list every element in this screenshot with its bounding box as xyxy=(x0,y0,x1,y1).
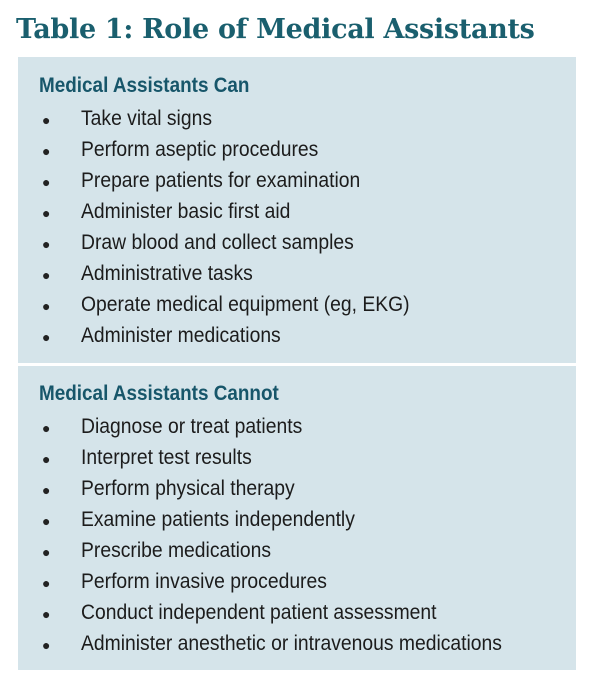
list-item-text: Perform invasive procedures xyxy=(81,570,327,593)
list-item-text: Examine patients independently xyxy=(81,508,355,531)
list-item-text: Perform physical therapy xyxy=(81,477,295,500)
list-item-text: Operate medical equipment (eg, EKG) xyxy=(81,293,410,316)
list-item-text: Take vital signs xyxy=(81,107,213,130)
list-item-text: Administer basic first aid xyxy=(81,200,291,223)
bullet-icon: ● xyxy=(42,298,51,314)
cannot-section-heading: Medical Assistants Cannot xyxy=(39,382,279,405)
list-item xyxy=(18,538,576,569)
can-section-heading: Medical Assistants Can xyxy=(39,74,250,97)
list-item xyxy=(18,230,576,261)
bullet-icon: ● xyxy=(42,482,51,498)
list-item-text: Draw blood and collect samples xyxy=(81,231,354,254)
list-item xyxy=(18,199,576,230)
list-item xyxy=(18,137,576,168)
bullet-icon: ● xyxy=(42,143,51,159)
list-item xyxy=(18,323,576,354)
table-title: Table 1: Role of Medical Assistants xyxy=(16,14,535,45)
bullet-icon: ● xyxy=(42,637,51,653)
bullet-icon: ● xyxy=(42,205,51,221)
bullet-icon: ● xyxy=(42,329,51,345)
bullet-icon: ● xyxy=(42,420,51,436)
bullet-icon: ● xyxy=(42,606,51,622)
list-item-text: Conduct independent patient assessment xyxy=(81,601,437,624)
list-item-text: Prepare patients for examination xyxy=(81,169,361,192)
cannot-section xyxy=(18,366,576,670)
list-item xyxy=(18,168,576,199)
list-item-text: Administer anesthetic or intravenous medications xyxy=(81,632,502,655)
list-item-text: Diagnose or treat patients xyxy=(81,415,303,438)
list-item xyxy=(18,631,576,662)
list-item-text: Prescribe medications xyxy=(81,539,272,562)
list-item-text: Perform aseptic procedures xyxy=(81,138,319,161)
bullet-icon: ● xyxy=(42,544,51,560)
list-item xyxy=(18,414,576,445)
bullet-icon: ● xyxy=(42,174,51,190)
list-item xyxy=(18,292,576,323)
list-item xyxy=(18,507,576,538)
bullet-icon: ● xyxy=(42,451,51,467)
list-item xyxy=(18,600,576,631)
list-item xyxy=(18,445,576,476)
bullet-icon: ● xyxy=(42,575,51,591)
list-item-text: Administrative tasks xyxy=(81,262,253,285)
list-item-text: Interpret test results xyxy=(81,446,252,469)
cannot-list xyxy=(18,414,576,662)
bullet-icon: ● xyxy=(42,513,51,529)
bullet-icon: ● xyxy=(42,236,51,252)
can-section xyxy=(18,57,576,363)
bullet-icon: ● xyxy=(42,267,51,283)
list-item xyxy=(18,261,576,292)
bullet-icon: ● xyxy=(42,112,51,128)
list-item xyxy=(18,106,576,137)
list-item xyxy=(18,476,576,507)
can-list xyxy=(18,106,576,354)
list-item-text: Administer medications xyxy=(81,324,281,347)
list-item xyxy=(18,569,576,600)
